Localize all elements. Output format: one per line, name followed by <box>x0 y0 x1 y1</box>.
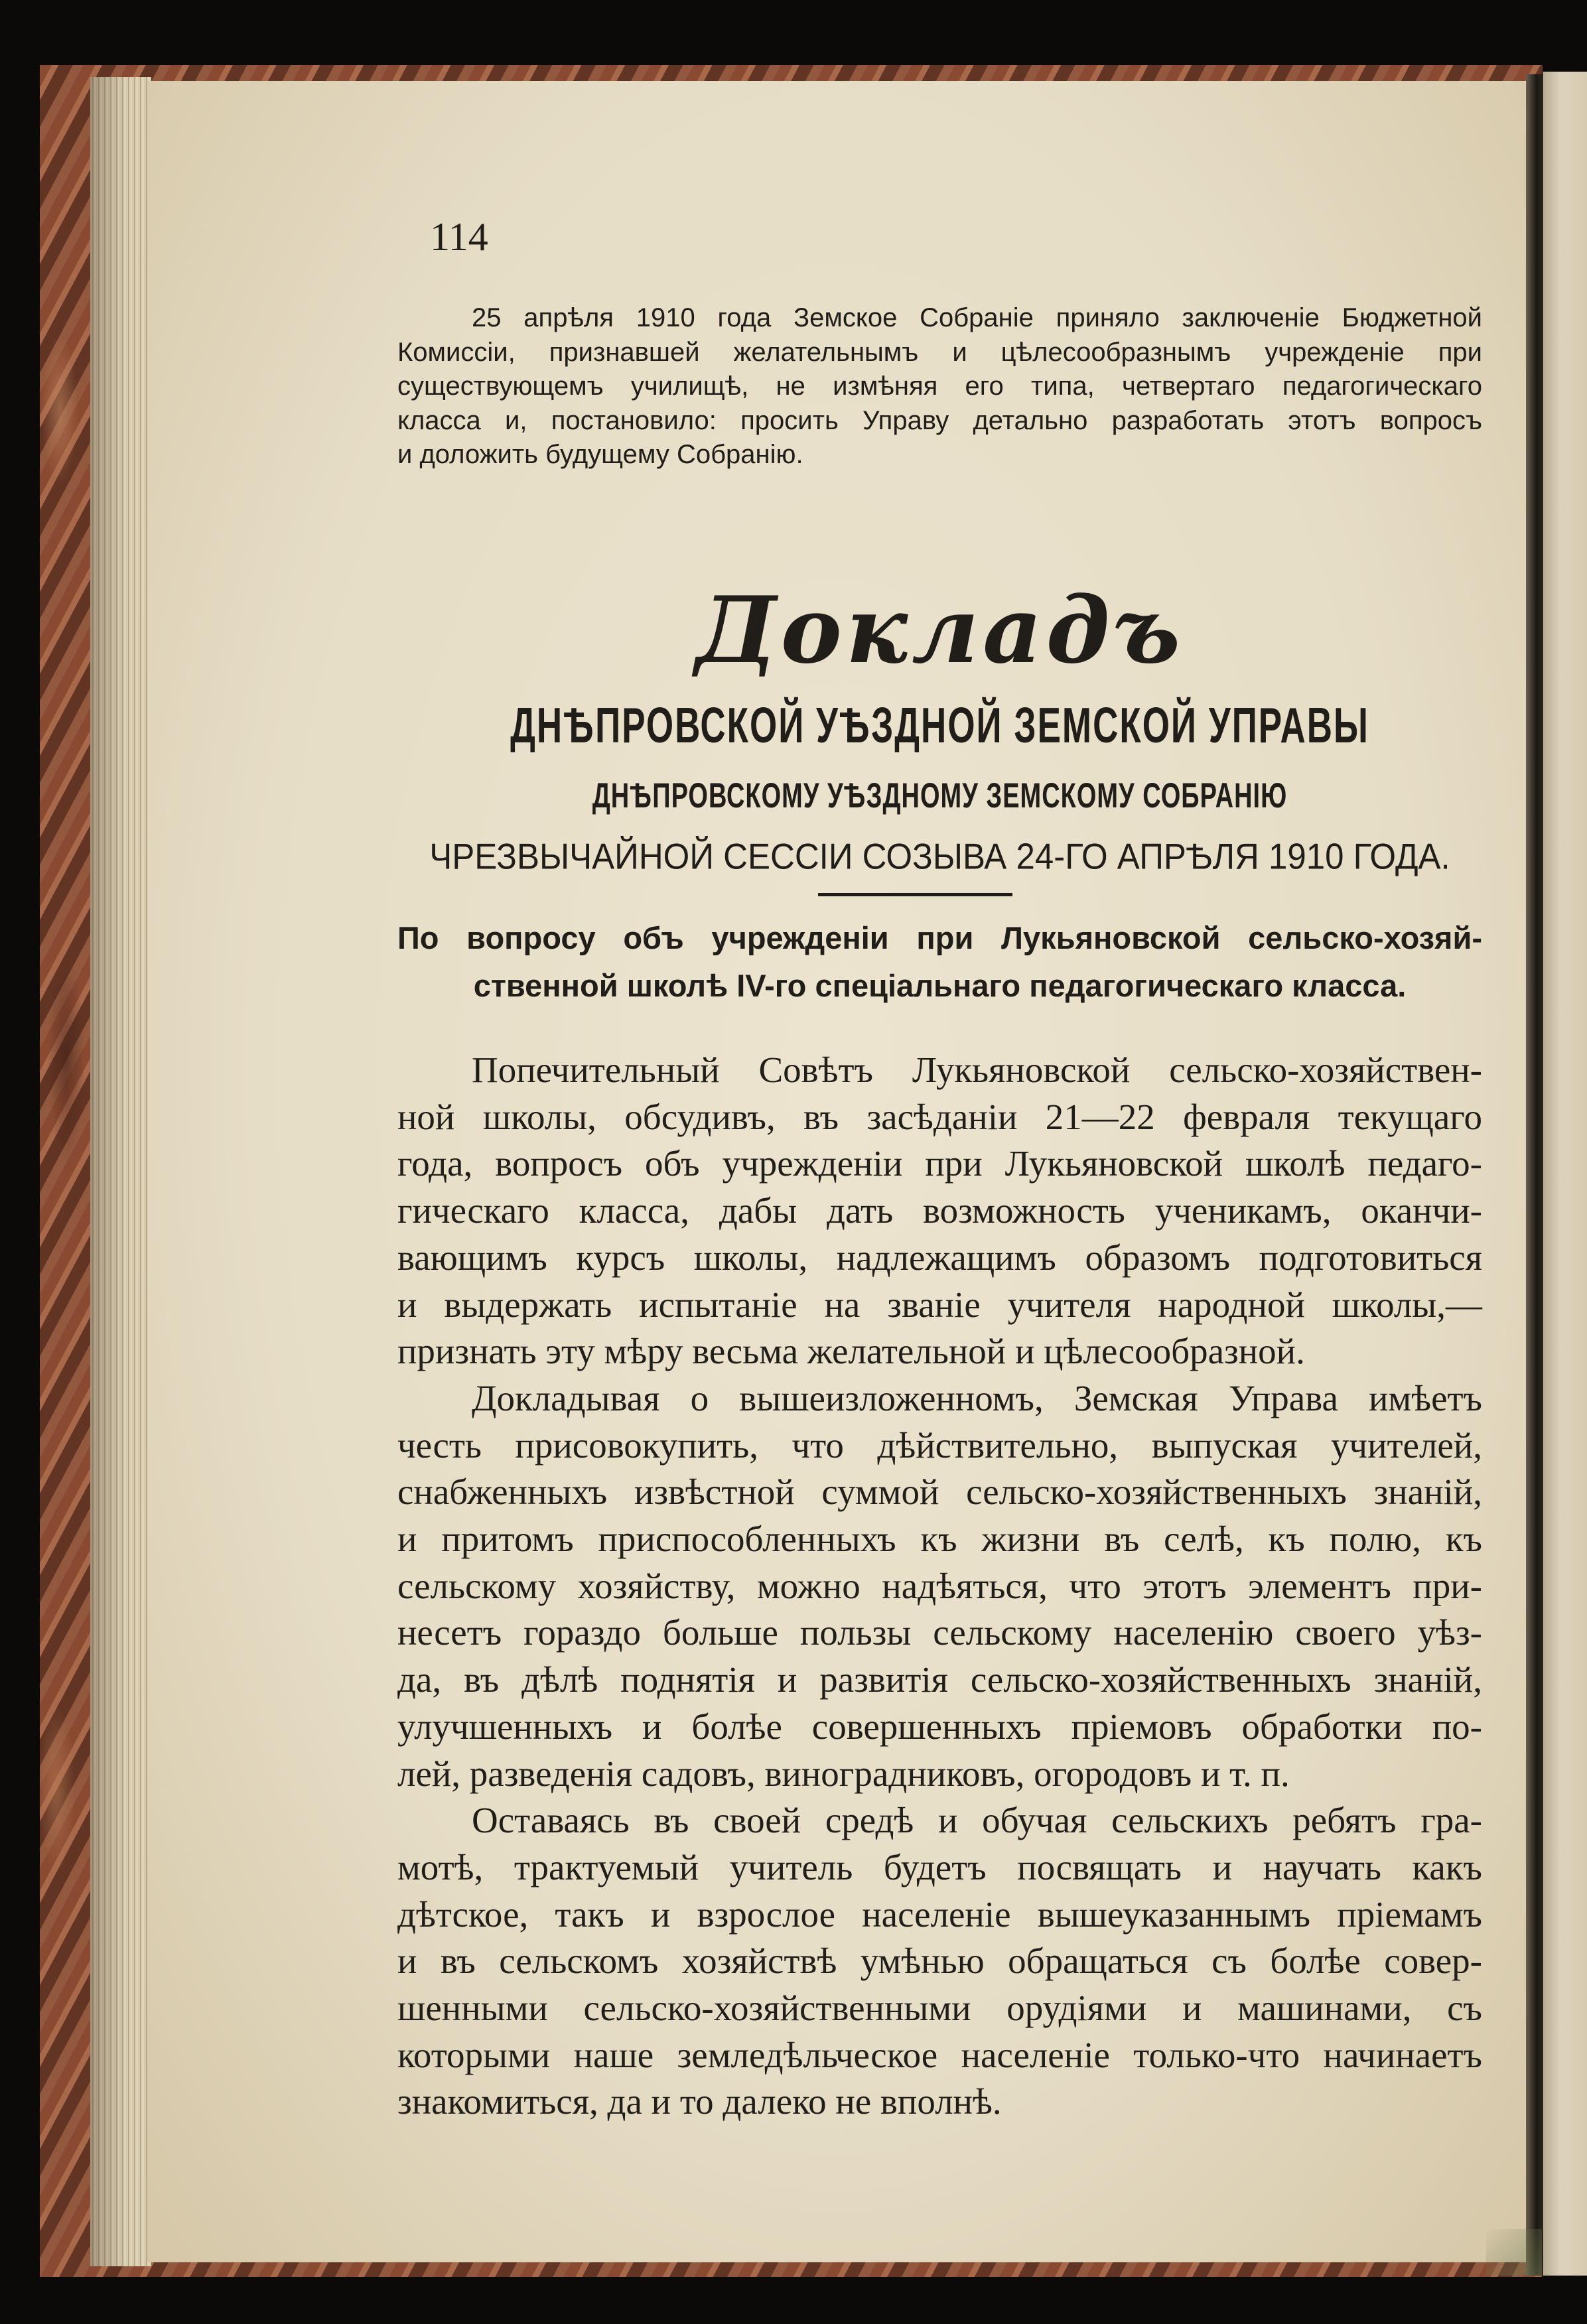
report-title: Докладъ <box>695 576 1184 684</box>
report-subject <box>397 914 1482 1010</box>
body-line: Докладывая о вышеизложенномъ, Земская Управа имѣетъ <box>472 1377 1482 1418</box>
body-paragraph-1 <box>397 1047 1482 1375</box>
body-line: года, вопросъ объ учрежденіи при Лукьяновской школѣ педаго- <box>397 1143 1482 1184</box>
body-line: дѣтское, такъ и взрослое населеніе вышеуказаннымъ пріемамъ <box>397 1893 1482 1935</box>
page-stack-edge <box>90 77 151 2266</box>
body-line: и притомъ приспособленныхъ къ жизни въ селѣ, къ полю, къ <box>397 1519 1482 1560</box>
report-heading-session-text: ЧРЕЗВЫЧАЙНОЙ СЕССІИ СОЗЫВА 24-ГО АПРѢЛЯ 1910 ГОДА. <box>429 835 1450 877</box>
report-heading-session <box>397 833 1482 880</box>
body-line: и въ сельскомъ хозяйствѣ умѣнью обращаться съ болѣе совер- <box>397 1941 1482 1982</box>
body-line: знакомиться, да и то далеко не вполнѣ. <box>397 2081 1002 2122</box>
subject-line: По вопросу объ учрежденіи при Лукьяновской сельско-хозяй- <box>397 920 1482 955</box>
body-line: ной школы, обсудивъ, въ засѣданіи 21—22 февраля текущаго <box>397 1096 1482 1137</box>
body-line: признать эту мѣру весьма желательной и цѣлесообразной. <box>397 1331 1305 1372</box>
report-heading-council-text: ДНѢПРОВСКОЙ УѢЗДНОЙ ЗЕМСКОЙ УПРАВЫ <box>510 698 1369 754</box>
body-line: честь присовокупить, что дѣйствительно, выпуская учителей, <box>397 1424 1482 1466</box>
resolution-note <box>397 301 1482 472</box>
heading-divider <box>818 893 1012 896</box>
book-gutter-shadow <box>1526 74 1543 2276</box>
cover-corner <box>1486 2229 1542 2276</box>
body-line: снабженныхъ извѣстной суммой сельско-хозяйственныхъ знаній, <box>397 1471 1482 1513</box>
resolution-line: класса и, постановило: просить Управу детально разработать этотъ вопросъ <box>397 405 1482 435</box>
body-paragraph-2 <box>397 1375 1482 1797</box>
report-body <box>397 1047 1482 2126</box>
body-line: Оставаясь въ своей средѣ и обучая сельскихъ ребятъ гра- <box>472 1800 1482 1841</box>
report-heading-assembly-text: ДНѢПРОВСКОМУ УѢЗДНОМУ ЗЕМСКОМУ СОБРАНІЮ <box>592 776 1288 816</box>
body-line: сельскому хозяйству, можно надѣяться, что этотъ элементъ при- <box>397 1565 1482 1606</box>
body-line: гическаго класса, дабы дать возможность ученикамъ, оканчи- <box>397 1190 1482 1231</box>
body-line: шенными сельско-хозяйственными орудіями и машинами, съ <box>397 1988 1482 2029</box>
subject-line: ственной школѣ IV-го спеціальнаго педагогическаго класса. <box>473 968 1407 1003</box>
body-line: вающимъ курсъ школы, надлежащимъ образомъ подготовиться <box>397 1237 1482 1278</box>
resolution-line: существующемъ училищѣ, не измѣняя его типа, четвертаго педагогическаго <box>397 372 1482 401</box>
body-line: и выдержать испытаніе на званіе учителя народной школы,— <box>397 1284 1482 1325</box>
body-paragraph-3 <box>397 1797 1482 2126</box>
resolution-line: и доложить будущему Собранію. <box>397 440 803 470</box>
report-heading-assembly <box>397 772 1482 820</box>
body-line: лей, разведенія садовъ, виноградниковъ, огородовъ и т. п. <box>397 1753 1290 1794</box>
page-number: 114 <box>430 215 488 259</box>
resolution-line: 25 апрѣля 1910 года Земское Собраніе приняло заключеніе Бюджетной <box>472 303 1482 332</box>
next-page-edge <box>1543 72 1587 2276</box>
report-heading-council <box>397 695 1482 758</box>
body-line: улучшенныхъ и болѣе совершенныхъ пріемовъ обработки по- <box>397 1706 1482 1747</box>
body-line: Попечительный Совѣтъ Лукьяновской сельско-хозяйствен- <box>472 1050 1482 1090</box>
body-line: которыми наше земледѣльческое населеніе только-что начинаетъ <box>397 2034 1482 2075</box>
body-line: несетъ гораздо больше пользы сельскому населенію своего уѣз- <box>397 1612 1482 1653</box>
body-line: мотѣ, трактуемый учитель будетъ посвящать и научать какъ <box>397 1846 1482 1887</box>
body-line: да, въ дѣлѣ поднятія и развитія сельско-хозяйственныхъ знаній, <box>397 1659 1482 1700</box>
resolution-line: Комиссіи, признавшей желательнымъ и цѣлесообразнымъ учрежденіе при <box>397 337 1482 367</box>
